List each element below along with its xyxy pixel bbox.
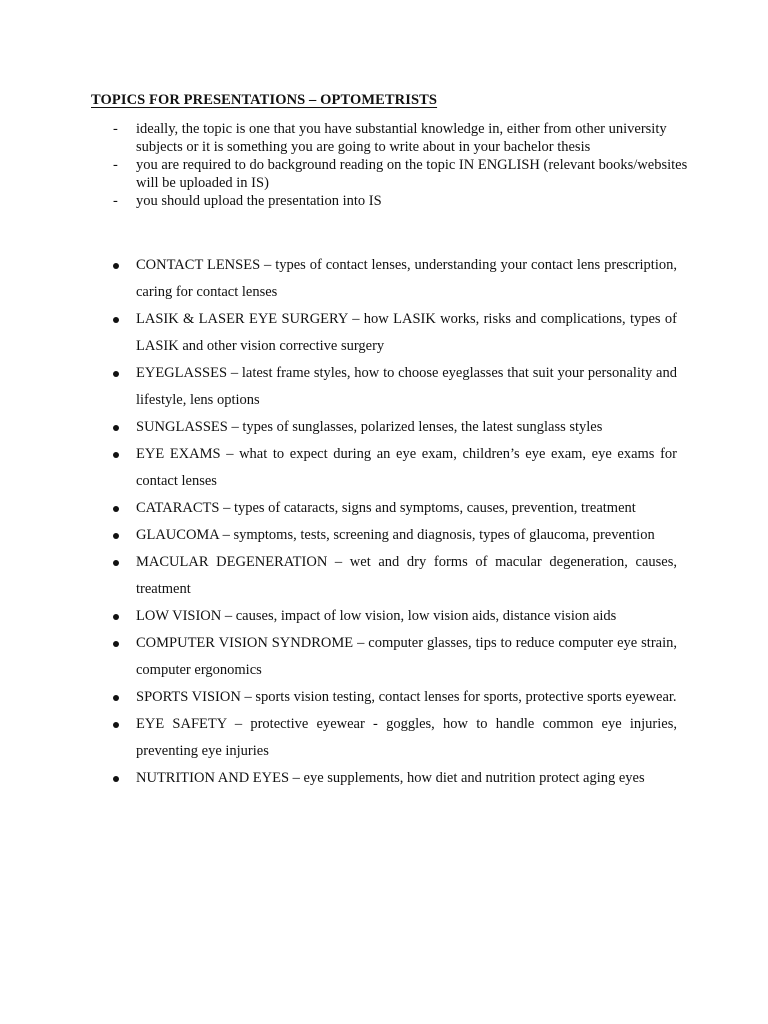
instruction-item [113, 120, 693, 156]
topic-item [113, 360, 677, 414]
bullet-icon [113, 722, 119, 728]
dash-marker: - [113, 121, 118, 137]
topic-text: EYEGLASSES – latest frame styles, how to choose eyeglasses that suit your personality and lifestyle, lens options [136, 365, 677, 408]
dash-marker: - [113, 193, 118, 209]
topic-text: LOW VISION – causes, impact of low vision, low vision aids, distance vision aids [136, 608, 617, 624]
topic-text: EYE EXAMS – what to expect during an eye exam, children’s eye exam, eye exams for contact lenses [136, 446, 677, 489]
bullet-icon [113, 452, 119, 458]
bullet-icon [113, 317, 119, 323]
topic-item [113, 630, 677, 684]
topic-item [113, 684, 677, 711]
topic-item [113, 441, 677, 495]
topic-text: LASIK & LASER EYE SURGERY – how LASIK works, risks and complications, types of LASIK and other vision corrective surgery [136, 311, 677, 354]
bullet-icon [113, 641, 119, 647]
topic-item [113, 306, 677, 360]
topic-item [113, 252, 677, 306]
topic-text: MACULAR DEGENERATION – wet and dry forms of macular degeneration, causes, treatment [136, 554, 677, 597]
topic-item [113, 522, 677, 549]
bullet-icon [113, 560, 119, 566]
bullet-icon [113, 776, 119, 782]
bullet-icon [113, 614, 119, 620]
dash-marker: - [113, 157, 118, 173]
instruction-text: ideally, the topic is one that you have substantial knowledge in, either from other university subjects or it is something you are going to write about in your bachelor thesis [136, 121, 667, 155]
topic-item [113, 414, 677, 441]
topic-item [113, 495, 677, 522]
topic-item [113, 765, 677, 792]
topic-text: CATARACTS – types of cataracts, signs and symptoms, causes, prevention, treatment [136, 500, 636, 516]
topic-text: NUTRITION AND EYES – eye supplements, how diet and nutrition protect aging eyes [136, 770, 645, 786]
topic-item [113, 549, 677, 603]
bullet-icon [113, 263, 119, 269]
bullet-icon [113, 695, 119, 701]
topic-text: CONTACT LENSES – types of contact lenses, understanding your contact lens prescription, caring for contact lenses [136, 257, 677, 300]
topic-list [113, 252, 677, 792]
topic-text: EYE SAFETY – protective eyewear - goggles, how to handle common eye injuries, preventing eye injuries [136, 716, 677, 759]
topic-text: SPORTS VISION – sports vision testing, contact lenses for sports, protective sports eyewear. [136, 689, 677, 705]
topic-text: SUNGLASSES – types of sunglasses, polarized lenses, the latest sunglass styles [136, 419, 603, 435]
topic-item [113, 711, 677, 765]
instruction-text: you should upload the presentation into IS [136, 193, 382, 209]
bullet-icon [113, 371, 119, 377]
bullet-icon [113, 425, 119, 431]
instruction-text: you are required to do background reading on the topic IN ENGLISH (relevant books/websites will be uploaded in IS) [136, 157, 688, 191]
document-title: TOPICS FOR PRESENTATIONS – OPTOMETRISTS [91, 92, 438, 108]
instruction-list [113, 120, 693, 210]
bullet-icon [113, 506, 119, 512]
topic-item [113, 603, 677, 630]
instruction-item [113, 156, 693, 192]
topic-text: GLAUCOMA – symptoms, tests, screening and diagnosis, types of glaucoma, prevention [136, 527, 655, 543]
bullet-icon [113, 533, 119, 539]
topic-text: COMPUTER VISION SYNDROME – computer glasses, tips to reduce computer eye strain, computer ergonomics [136, 635, 677, 678]
instruction-item [113, 192, 693, 210]
